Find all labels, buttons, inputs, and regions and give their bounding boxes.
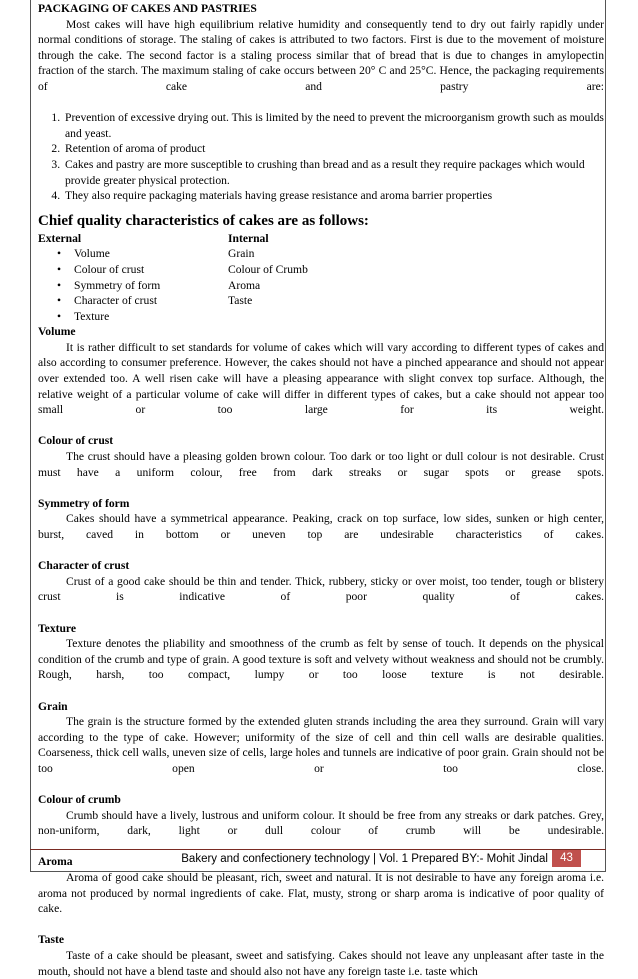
section-symmetry-of-form (38, 496, 604, 558)
internal-item: Aroma (228, 278, 261, 292)
section-colour-of-crust (38, 433, 604, 495)
page-content (38, 1, 604, 979)
section-title: Grain (38, 699, 68, 713)
external-item: • Symmetry of form (74, 278, 228, 294)
section-title: Colour of crust (38, 434, 114, 448)
external-list (38, 246, 228, 324)
section-title: Taste (38, 933, 64, 947)
external-item: • Colour of crust (74, 262, 228, 278)
section-text: Crust of a good cake should be thin and tender. Thick, rubbery, sticky or over moist, too tender, tough or blistery crust is indicative of poor quality of cakes. (38, 574, 604, 604)
section-title: Colour of crumb (38, 793, 121, 807)
footer-divider (30, 849, 606, 850)
internal-label: Internal (228, 231, 269, 245)
requirements-list (38, 110, 604, 204)
quality-heading: Chief quality characteristics of cakes are as follows: (38, 212, 369, 229)
external-item: • Character of crust (74, 293, 228, 309)
section-title: Symmetry of form (38, 496, 130, 510)
section-volume (38, 324, 604, 433)
section-text: Taste of a cake should be pleasant, sweet and satisfying. Cakes should not leave any unpleasant after taste in the mouth, should not have a blend taste and should also not have any foreign taste i.e. taste which (38, 949, 604, 978)
page-number: 43 (552, 850, 581, 867)
section-colour-of-crumb (38, 792, 604, 854)
section-text: It is rather difficult to set standards for volume of cakes which will vary according to different types of cakes and also according to consumer preference. However, the cakes should not have a pinched appearance and should not appear over extended too. A well risen cake will have a pleasing appearance with slight convex top surface. Although, the relative weight of a particular volume of cake will differ in different types of cakes, but a cake should not appear too small or too large for its weight. (38, 340, 604, 417)
internal-item: Colour of Crumb (228, 262, 308, 276)
quality-table (38, 231, 604, 325)
external-label: External (38, 231, 82, 245)
internal-item: Grain (228, 247, 255, 261)
packaging-intro: Most cakes will have high equilibrium relative humidity and consequently tend to dry out fairly rapidly under normal conditions of storage. The staling of cakes is attributed to two factors. First is due to the movement of moisture through the cake. The second factor is a staling process similar that of bread that is due to changes in amylopectin fraction of the starch. The maximum staling of cake occurs between 20° C and 25°C. Hence, the packaging requirements of cake and pastry are: (38, 17, 604, 93)
section-text: Cakes should have a symmetrical appearance. Peaking, crack on top surface, low sides, sunken or high center, burst, caved in bottom or uneven top are undesirable characteristics of cakes. (38, 512, 604, 541)
section-texture (38, 621, 604, 699)
section-title: Texture (38, 621, 77, 635)
requirement-item: 4. They also require packaging materials having grease resistance and aroma barrier properties (63, 188, 604, 204)
requirement-item: 2. Retention of aroma of product (63, 141, 604, 157)
section-text: The grain is the structure formed by the extended gluten strands including the area they surround. Grain will vary according to the type of cake. However; uniformity of the size of cell and thin cell walls are desirable qualities. Coarseness, thick cell walls, uneven size of cells, large holes and tunnels are indicative of poor grain. Grain should not be too open or too close. (38, 715, 604, 775)
section-grain (38, 699, 604, 793)
section-text: Crumb should have a lively, lustrous and uniform colour. It should be free from any streaks or dark patches. Grey, non-uniform, dark, light or dull colour of crumb will be undesirable. (38, 808, 604, 838)
footer-text: Bakery and confectionery technology | Vol. 1 Prepared BY:- Mohit Jindal (181, 853, 548, 865)
section-title: Character of crust (38, 559, 130, 573)
internal-column (228, 231, 428, 325)
external-item: • Volume (74, 246, 228, 262)
section-title: Aroma (38, 855, 73, 869)
section-title: Volume (38, 325, 76, 339)
internal-item: Taste (228, 294, 253, 308)
external-column (38, 231, 228, 325)
section-text: Texture denotes the pliability and smoothness of the crumb as felt by sense of touch. It depends on the physical condition of the crumb and type of grain. A good texture is soft and velvety without weakness and should not be crumbly. Rough, harsh, too compact, lumpy or too loose texture is not desirable. (38, 637, 604, 682)
section-text: The crust should have a pleasing golden brown colour. Too dark or too light or dull colour is not desirable. Crust must have a uniform colour, free from dark streaks or sugar spots or grease spots. (38, 450, 604, 479)
requirement-item: 1. Prevention of excessive drying out. This is limited by the need to prevent the microorganism growth such as moulds and yeast. (63, 110, 604, 141)
section-taste (38, 932, 604, 979)
requirement-item: 3. Cakes and pastry are more susceptible to crushing than bread and as a result they require packages which would provide greater physical protection. (63, 157, 604, 188)
section-character-of-crust (38, 558, 604, 620)
section-text: Aroma of good cake should be pleasant, rich, sweet and natural. It is not desirable to have any foreign aroma i.e. aroma not produced by normal ingredients of cake. Flat, musty, strong or sharp aroma is indicative of poor quality of cake. (38, 871, 604, 916)
external-item: • Texture (74, 309, 228, 325)
packaging-title: PACKAGING OF CAKES AND PASTRIES (38, 2, 257, 15)
